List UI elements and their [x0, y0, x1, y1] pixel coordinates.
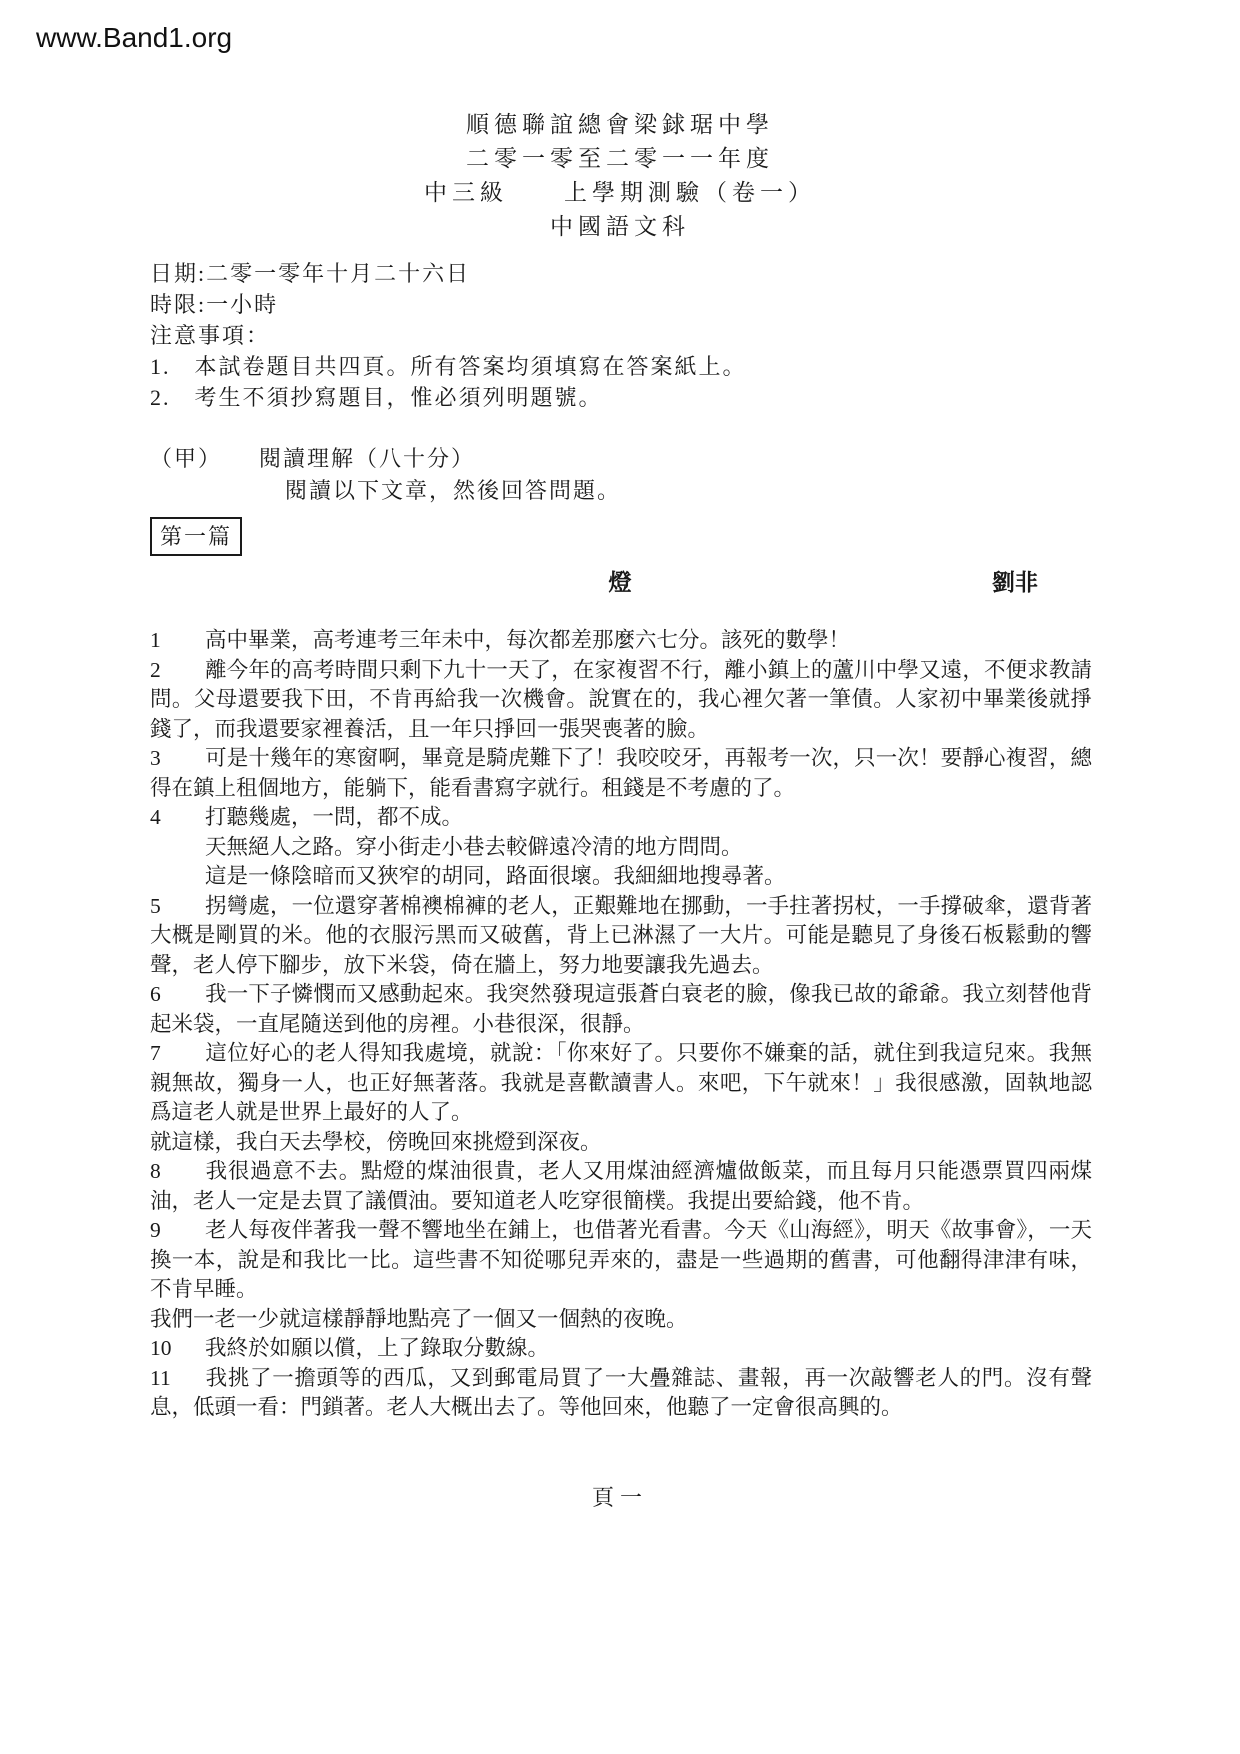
article-paragraph: [150, 744, 1092, 803]
article-paragraph: [150, 833, 1092, 863]
paragraph-text: 我們一老一少就這樣靜靜地點亮了一個又一個熱的夜晚。: [150, 1306, 688, 1331]
article-title: 燈: [608, 570, 632, 595]
exam-date: 日期:二零一零年十月二十六日: [150, 261, 471, 286]
article-paragraph: [150, 1216, 1092, 1305]
paragraph-number: 11: [150, 1365, 171, 1390]
article-header: [150, 564, 1090, 604]
paragraph-text: 打聽幾處，一問，都不成。: [205, 805, 464, 829]
article-paragraph: [150, 1157, 1092, 1216]
paragraph-number: 6: [150, 982, 161, 1006]
article-paragraph: [150, 1128, 1092, 1158]
section-a-heading: （甲） 閱讀理解（八十分）: [150, 446, 476, 471]
article-paragraph: [150, 1305, 1092, 1335]
paragraph-text: 我終於如願以償，上了錄取分數線。: [205, 1336, 550, 1360]
paragraph-text: 高中畢業，高考連考三年未中，每次都差那麼六七分。該死的數學！: [205, 628, 851, 652]
passage-label-box: 第一篇: [150, 517, 242, 556]
notes-heading: 注意事項：: [150, 323, 271, 348]
exam-meta-block: [150, 258, 1090, 413]
paragraph-number: 7: [150, 1041, 161, 1065]
paragraph-number: 5: [150, 893, 161, 918]
paragraph-number: 1: [150, 628, 161, 652]
article-paragraph: [150, 1039, 1092, 1128]
paragraph-number: 10: [150, 1336, 172, 1360]
academic-year: 二零一零至二零一一年度: [466, 146, 774, 171]
article-paragraph: [150, 1334, 1092, 1364]
paragraph-text: 就這樣，我白天去學校，傍晚回來挑燈到深夜。: [150, 1129, 602, 1154]
exam-title-block: [0, 108, 1240, 244]
subject-name: 中國語文科: [550, 214, 690, 239]
paragraph-number: 8: [150, 1159, 161, 1183]
paragraph-text: 拐彎處，一位還穿著棉襖棉褲的老人，正艱難地在挪動，一手拄著拐杖，一手撐破傘，還背著大概是剛買的米。他的衣服污黑而又破舊，背上已淋濕了一大片。可能是聽見了身後石板鬆動的響聲，老人停下腳步，放下米袋，倚在牆上，努力地要讓我先過去。: [150, 893, 1092, 977]
section-a-instruction: 閱讀以下文章，然後回答問題。: [285, 478, 622, 503]
paragraph-number: 2: [150, 657, 161, 682]
article-body: [150, 626, 1092, 1423]
paragraph-number: 3: [150, 746, 161, 770]
article-paragraph: [150, 1364, 1092, 1423]
paragraph-text: 天無絕人之路。穿小街走小巷去較僻遠冷清的地方問問。: [205, 834, 743, 859]
paragraph-text: 我一下子憐憫而又感動起來。我突然發現這張蒼白衰老的臉，像我已故的爺爺。我立刻替他背起米袋，一直尾隨送到他的房裡。小巷很深，很靜。: [150, 982, 1092, 1036]
paragraph-text: 這是一條陰暗而又狹窄的胡同，路面很壞。我細細地搜尋著。: [205, 864, 786, 888]
paragraph-text: 可是十幾年的寒窗啊，畢竟是騎虎難下了！我咬咬牙，再報考一次，只一次！要靜心複習，總得在鎮上租個地方，能躺下，能看書寫字就行。租錢是不考慮的了。: [150, 746, 1092, 800]
paragraph-text: 老人每夜伴著我一聲不響地坐在鋪上，也借著光看書。今天《山海經》，明天《故事會》，一天換一本，說是和我比一比。這些書不知從哪兒弄來的，盡是一些過期的舊書，可他翻得津津有味，不肯早睡。: [150, 1218, 1092, 1301]
school-name: 順德聯誼總會梁銶琚中學: [466, 112, 774, 137]
paragraph-number: 4: [150, 805, 161, 829]
article-paragraph: [150, 862, 1092, 892]
article-paragraph: [150, 980, 1092, 1039]
level-and-exam: 中三級 上學期測驗（卷一）: [424, 180, 816, 205]
notes-list: [150, 351, 1090, 413]
note-item: 1. 本試卷題目共四頁。所有答案均須填寫在答案紙上。: [150, 354, 747, 379]
paragraph-text: 離今年的高考時間只剩下九十一天了，在家複習不行，離小鎮上的蘆川中學又遠，不便求教請問。父母還要我下田，不肯再給我一次機會。說實在的，我心裡欠著一筆債。人家初中畢業後就掙錢了，而我還要家裡養活，且一年只掙回一張哭喪著的臉。: [150, 657, 1092, 741]
article-paragraph: [150, 803, 1092, 833]
article-paragraph: [150, 892, 1092, 981]
article-paragraph: [150, 626, 1092, 656]
article-author: 劉非: [992, 570, 1038, 595]
paragraph-text: 我挑了一擔頭等的西瓜，又到郵電局買了一大疊雜誌、畫報，再一次敲響老人的門。沒有聲息，低頭一看：門鎖著。老人大概出去了。等他回來，他聽了一定會很高興的。: [150, 1365, 1092, 1419]
paragraph-text: 我很過意不去。點燈的煤油很貴，老人又用煤油經濟爐做飯菜，而且每月只能憑票買四兩煤油，老人一定是去買了議價油。要知道老人吃穿很簡樸。我提出要給錢，他不肯。: [150, 1159, 1092, 1213]
paragraph-number: 9: [150, 1218, 161, 1242]
exam-duration: 時限:一小時: [150, 292, 279, 317]
article-paragraph: [150, 656, 1092, 745]
watermark-url: www.Band1.org: [36, 22, 233, 53]
page-number: 頁一: [591, 1484, 648, 1510]
section-a-block: [150, 443, 1090, 507]
note-item: 2. 考生不須抄寫題目，惟必須列明題號。: [150, 385, 603, 410]
paragraph-text: 這位好心的老人得知我處境，就說：「你來好了。只要你不嫌棄的話，就住到我這兒來。我無親無故，獨身一人，也正好無著落。我就是喜歡讀書人。來吧，下午就來！」我很感激，固執地認爲這老人就是世界上最好的人了。: [150, 1041, 1092, 1124]
